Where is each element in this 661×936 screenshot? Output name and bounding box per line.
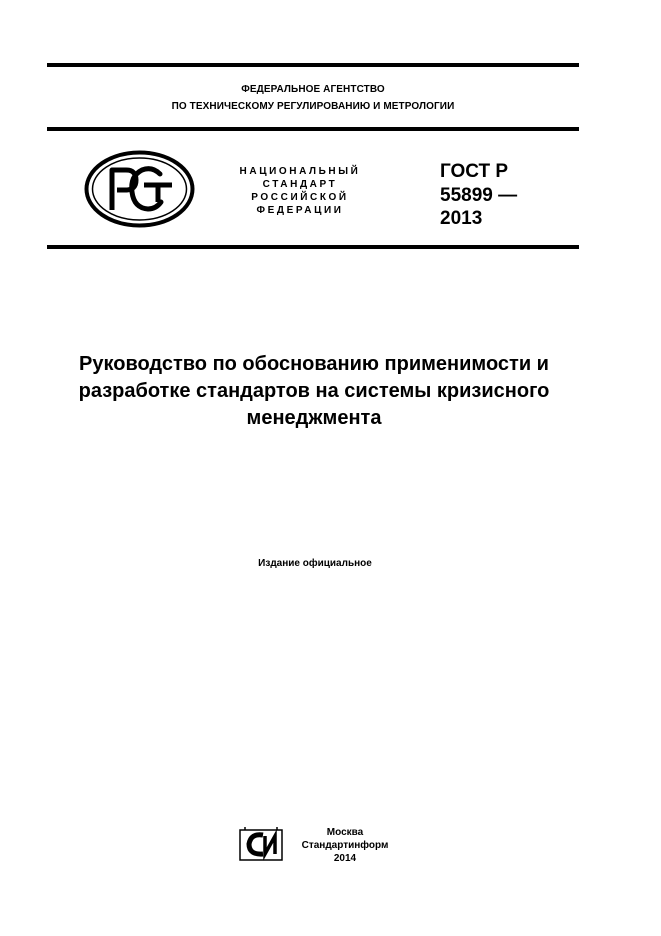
national-standard-line-2: СТАНДАРТ (262, 179, 338, 190)
title-line-1: Руководство по обоснованию применимости и (79, 353, 549, 375)
document-title (40, 351, 588, 432)
title-line-3: менеджмента (246, 407, 382, 429)
publisher-name: Стандартинформ (301, 840, 389, 851)
gost-line-2: 55899 — (440, 184, 518, 206)
gost-line-1: ГОСТ Р (440, 161, 509, 182)
edition-label: Издание официальное (258, 558, 372, 569)
gost-designation (440, 160, 517, 231)
national-standard-label (230, 165, 370, 217)
rst-logo-icon (84, 150, 195, 228)
publisher-city: Москва (326, 827, 364, 838)
publisher-logo-icon (239, 827, 283, 861)
publisher-year: 2014 (333, 853, 357, 864)
agency-line-2: ПО ТЕХНИЧЕСКОМУ РЕГУЛИРОВАНИЮ И МЕТРОЛОГИИ (171, 101, 455, 112)
title-line-2: разработке стандартов на системы кризисного (78, 380, 550, 402)
upper-rule (47, 127, 579, 131)
gost-line-3: 2013 (440, 208, 483, 229)
national-standard-line-3: РОССИЙСКОЙ (251, 192, 349, 203)
top-rule (47, 63, 579, 67)
national-standard-line-1: НАЦИОНАЛЬНЫЙ (239, 166, 361, 177)
lower-rule (47, 245, 579, 249)
national-standard-line-4: ФЕДЕРАЦИИ (256, 205, 344, 216)
publisher-block (297, 826, 393, 865)
agency-line-1: ФЕДЕРАЛЬНОЕ АГЕНТСТВО (241, 84, 385, 95)
